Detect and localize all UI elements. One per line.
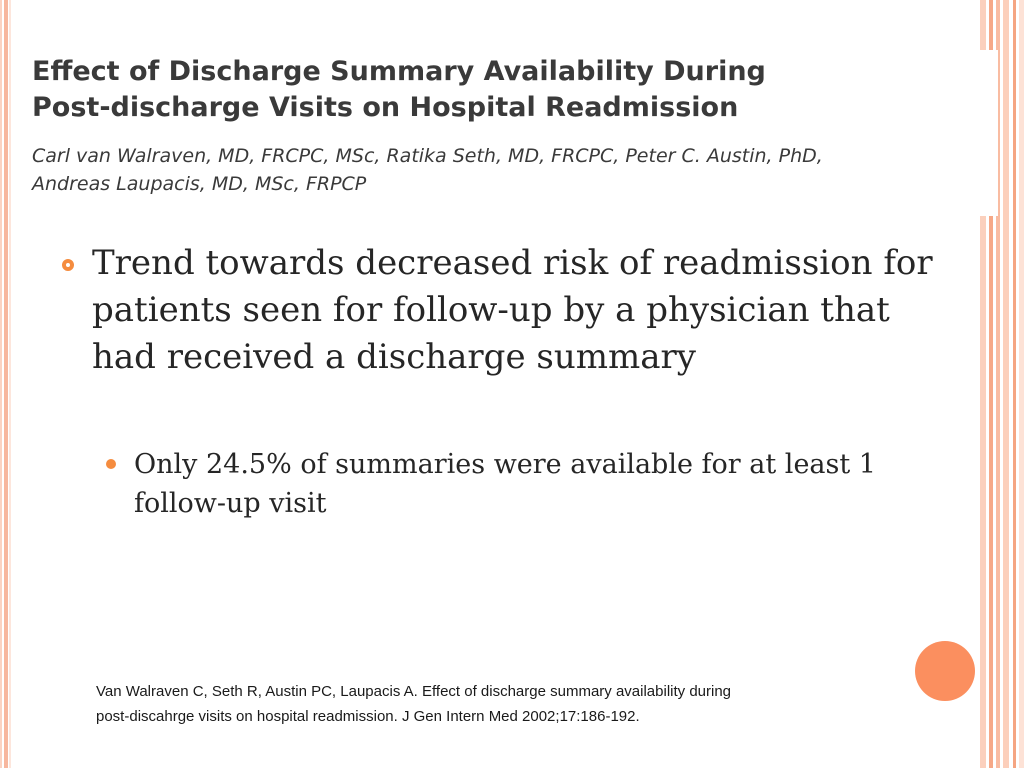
article-title-line-2: Post-discharge Visits on Hospital Readmission <box>32 92 739 123</box>
authors-line-2: Andreas Laupacis, MD, MSc, FRPCP <box>32 173 367 195</box>
citation <box>96 679 896 729</box>
left-border-stripe <box>9 0 11 768</box>
left-border-stripe <box>0 0 2 768</box>
right-border-stripe <box>1019 0 1024 768</box>
citation-line-1: Van Walraven C, Seth R, Austin PC, Laupacis A. Effect of discharge summary availability during <box>96 683 732 700</box>
article-title-line-1: Effect of Discharge Summary Availability During <box>32 56 766 87</box>
right-border-stripe <box>1013 0 1016 768</box>
article-authors <box>32 142 992 198</box>
left-border-stripe <box>4 0 8 768</box>
article-title <box>32 54 972 126</box>
ring-bullet-icon <box>62 259 74 271</box>
citation-line-2: post-discahrge visits on hospital readmission. J Gen Intern Med 2002;17:186-192. <box>96 708 640 725</box>
article-header <box>16 50 998 216</box>
decorative-circle <box>915 641 975 701</box>
authors-line-1: Carl van Walraven, MD, FRCPC, MSc, Ratika Seth, MD, FRCPC, Peter C. Austin, PhD, <box>32 145 823 167</box>
dot-bullet-icon <box>106 459 116 469</box>
right-border-stripe <box>1003 0 1009 768</box>
main-bullet-text: Trend towards decreased risk of readmission for patients seen for follow-up by a physician that had received a discharge summary <box>92 243 933 377</box>
sub-bullet-text: Only 24.5% of summaries were available for at least 1 follow-up visit <box>134 449 876 519</box>
